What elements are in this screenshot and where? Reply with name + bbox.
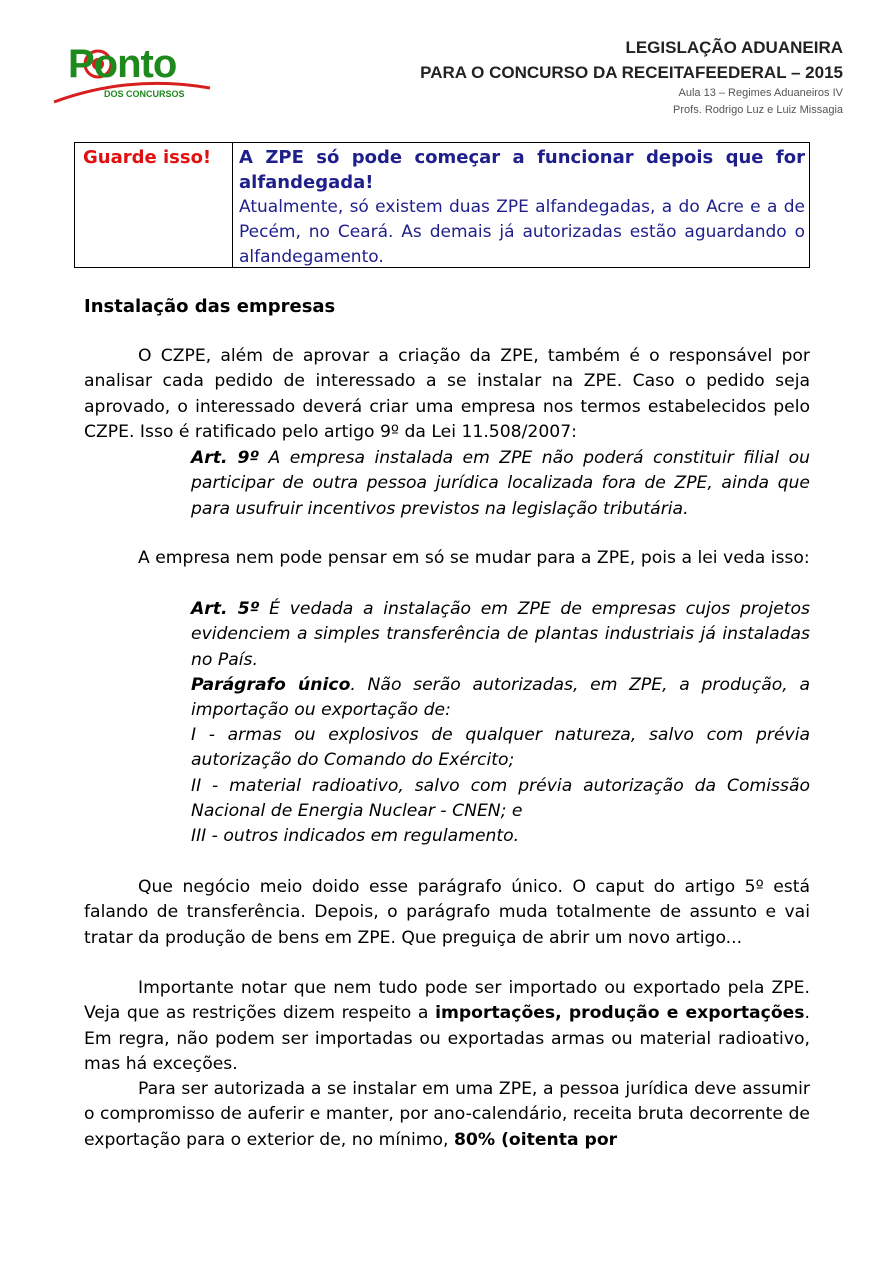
p4-text-a: Importante notar que nem tudo pode ser importado ou exportado pela ZPE. Veja que as restrições dizem respeito a [84,978,810,1024]
quote-art5-item2: II - material radioativo, salvo com prévia autorização da Comissão Nacional de Energia Nuclear - CNEN; e [191,776,810,822]
paragraph-3: Que negócio meio doido esse parágrafo único. O caput do artigo 5º está falando de transferência. Depois, o parágrafo muda totalmente de assunto e vai tratar da produção de bens em ZPE. Que preguiça de abrir um novo artigo... [84,877,810,948]
quote-art5-item3: III - outros indicados em regulamento. [191,826,520,846]
highlight-label: Guarde isso! [83,147,212,168]
highlight-plain-text: Atualmente, só existem duas ZPE alfandegadas, a do Acre e a de Pecém, no Ceará. As demais já autorizadas estão aguardando o alfandegamento. [239,197,805,267]
paragraph-1: O CZPE, além de aprovar a criação da ZPE, também é o responsável por analisar cada pedido de interessado a se instalar na ZPE. Caso o pedido seja aprovado, o interessado deverá criar uma empresa nos termos estabelecidos pelo CZPE. Isso é ratificado pelo artigo 9º da Lei 11.508/2007: [84,346,810,442]
quote-art9 [191,446,810,522]
quote-art5 [191,597,810,673]
page-header [0,0,893,130]
quote-art5-item1: I - armas ou explosivos de qualquer natureza, salvo com prévia autorização do Comando do Exército; [191,725,810,771]
art5-paragraph-text: . Não serão autorizadas, em ZPE, a produção, a importação ou exportação de: [191,675,810,721]
art5-label: Art. 5º [191,599,260,619]
header-title-line1: LEGISLAÇÃO ADUANEIRA [625,38,843,57]
paragraph-5 [84,1077,810,1153]
paragraph-4 [84,976,810,1077]
art5-text: É vedada a instalação em ZPE de empresas cujos projetos evidenciem a simples transferência de plantas industriais já instaladas no País. [191,599,810,670]
header-title-line2: PARA O CONCURSO DA RECEITAFEEDERAL – 2015 [420,63,843,82]
p4-text-c: . Em regra, não podem ser importadas ou exportadas armas ou material radioativo, mas há exceções. [84,1003,810,1074]
highlight-box [74,142,810,268]
p4-bold: importações, produção e exportações [435,1003,805,1024]
p5-text-a: Para ser autorizada a se instalar em uma ZPE, a pessoa jurídica deve assumir o compromisso de auferir e manter, por ano-calendário, receita bruta decorrente de exportação para o exterior de, no mínimo, [84,1079,810,1150]
art9-label: Art. 9º [191,448,260,468]
logo-subtitle: DOS CONCURSOS [104,89,185,99]
art5-paragraph-label: Parágrafo único [191,675,351,695]
header-class-line: Aula 13 – Regimes Aduaneiros IV [678,87,843,99]
highlight-label-cell [75,143,233,267]
paragraph-2: A empresa nem pode pensar em só se mudar para a ZPE, pois a lei veda isso: [138,548,810,568]
section-title: Instalação das empresas [84,296,336,317]
quote-art5-paragraph [191,673,810,724]
highlight-content-cell [239,145,805,270]
p5-bold: 80% (oitenta por [453,1129,618,1150]
art9-text: A empresa instalada em ZPE não poderá constituir filial ou participar de outra pessoa jurídica localizada fora de ZPE, ainda que para usufruir incentivos previstos na legislação tributária. [191,448,810,519]
logo-word: Ponto [68,42,177,86]
highlight-bold-text: A ZPE só pode começar a funcionar depois que for alfandegada! [239,147,805,193]
header-authors-line: Profs. Rodrigo Luz e Luiz Missagia [673,104,843,116]
logo [50,40,220,110]
